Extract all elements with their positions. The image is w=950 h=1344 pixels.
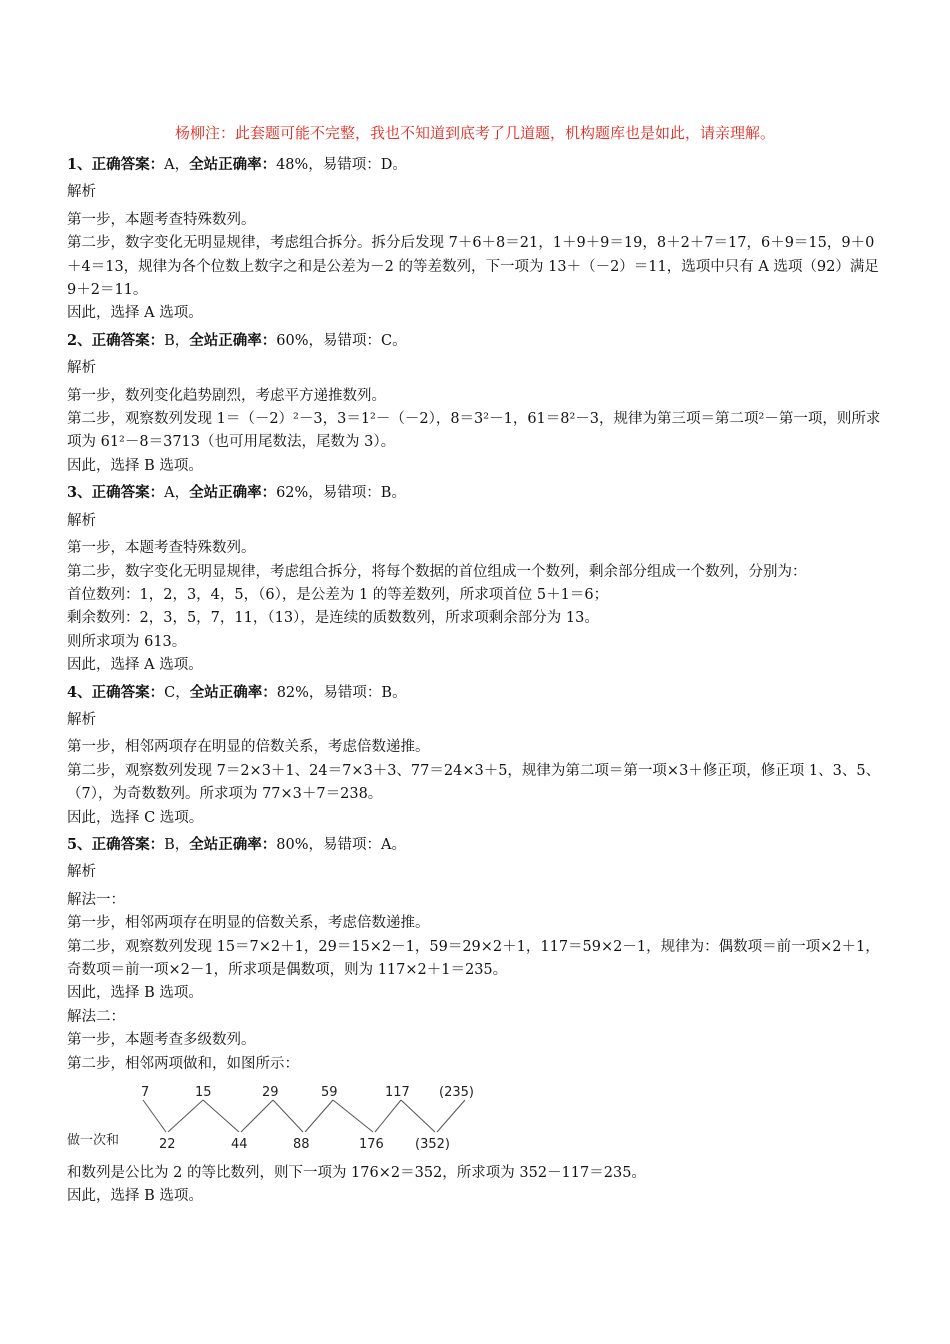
analysis-line: 因此，选择 B 选项。 bbox=[67, 985, 203, 1002]
answer-header bbox=[67, 153, 883, 177]
question-number: 1、 bbox=[67, 156, 92, 173]
analysis-line: 则所求项为 613。 bbox=[67, 633, 187, 650]
analysis-line: 因此，选择 A 选项。 bbox=[67, 657, 203, 674]
zigzag-line bbox=[143, 1100, 166, 1132]
analysis-label: 解析 bbox=[67, 360, 96, 377]
question-block-2 bbox=[67, 329, 883, 478]
analysis-line: 因此，选择 B 选项。 bbox=[67, 1188, 203, 1205]
analysis-line: 第二步，数字变化无明显规律，考虑组合拆分。拆分后发现 7＋6＋8＝21，1＋9＋9＝19，8＋2＋7＝17，6＋9＝15，9＋0＋4＝13，规律为各个位数上数字之和是公差为－2 的等差数列，下一项为 13＋（－2）＝11，选项中只有 A 选项（92）满足 9＋2＝11。 bbox=[67, 235, 879, 299]
answer-label: 正确答案： bbox=[91, 331, 165, 349]
answer-header bbox=[67, 481, 883, 505]
top-term: 59 bbox=[321, 1085, 338, 1101]
analysis-line: 第二步，相邻两项做和，如图所示： bbox=[67, 1055, 299, 1072]
analysis-line: 和数列是公比为 2 的等比数列，则下一项为 176×2＝352，所求项为 352－117＝235。 bbox=[67, 1165, 646, 1182]
analysis-line: 首位数列：1，2，3，4，5，（6），是公差为 1 的等差数列，所求项首位 5＋1＝6； bbox=[67, 586, 609, 603]
zigzag-lines bbox=[143, 1100, 465, 1132]
question-number: 2、 bbox=[67, 331, 92, 349]
top-term: 7 bbox=[141, 1085, 150, 1101]
zigzag-line bbox=[437, 1100, 465, 1132]
analysis-line: 解法一： bbox=[67, 891, 125, 908]
analysis-line: 第二步，观察数列发现 7＝2×3＋1、24＝7×3＋3、77＝24×3＋5，规律为第二项＝第一项×3＋修正项，修正项 1、3、5、（7），为奇数数列。所求项为 77×3＋7＝238。 bbox=[67, 762, 881, 803]
answer-value: C， bbox=[164, 684, 190, 701]
question-block-4 bbox=[67, 681, 883, 830]
question-block-1 bbox=[67, 153, 883, 326]
rate-value: 48%，易错项：D。 bbox=[276, 157, 407, 173]
row-label: 做一次和 bbox=[67, 1133, 120, 1149]
answer-label: 正确答案： bbox=[91, 156, 165, 173]
rate-label: 全站正确率： bbox=[189, 331, 277, 349]
zigzag-line bbox=[241, 1100, 273, 1132]
bottom-term: 44 bbox=[231, 1137, 248, 1153]
analysis-line: 第一步，本题考查特殊数列。 bbox=[67, 540, 256, 557]
analysis-line: 第一步，本题考查多级数列。 bbox=[67, 1032, 256, 1049]
analysis-line: 第二步，观察数列发现 15＝7×2＋1，29＝15×2－1，59＝29×2＋1，117＝59×2－1，规律为：偶数项＝前一项×2＋1，奇数项＝前一项×2－1，所求项是偶数项，则为 117×2＋1＝235。 bbox=[67, 938, 880, 978]
answer-value: B， bbox=[164, 332, 190, 349]
top-term: 117 bbox=[385, 1085, 410, 1101]
answer-content bbox=[67, 150, 883, 1209]
question-block-3 bbox=[67, 481, 883, 677]
rate-label: 全站正确率： bbox=[189, 156, 277, 173]
zigzag-line bbox=[305, 1100, 333, 1132]
answer-value: A， bbox=[164, 485, 190, 502]
question-block-5 bbox=[67, 833, 883, 1209]
answer-value: B， bbox=[164, 836, 190, 853]
analysis-line: 因此，选择 B 选项。 bbox=[67, 457, 203, 474]
analysis-line: 第一步，数列变化趋势剧烈，考虑平方递推数列。 bbox=[67, 387, 386, 404]
analysis-line: 因此，选择 A 选项。 bbox=[67, 305, 203, 322]
rate-label: 全站正确率： bbox=[189, 835, 277, 853]
bottom-term: 22 bbox=[159, 1137, 176, 1153]
answer-header bbox=[67, 329, 883, 353]
editor-note: 杨柳注：此套题可能不完整，我也不知道到底考了几道题，机构题库也是如此，请亲理解。 bbox=[174, 124, 775, 142]
top-term: 29 bbox=[262, 1085, 279, 1101]
answer-label: 正确答案： bbox=[91, 484, 165, 502]
zigzag-line bbox=[273, 1100, 303, 1132]
top-term: 15 bbox=[195, 1085, 212, 1101]
sum-sequence-diagram bbox=[67, 1082, 487, 1154]
analysis-label: 解析 bbox=[67, 512, 96, 529]
analysis-line: 剩余数列：2，3，5，7，11，（13），是连续的质数数列，所求项剩余部分为 13。 bbox=[67, 610, 599, 627]
rate-label: 全站正确率： bbox=[189, 683, 277, 701]
rate-label: 全站正确率： bbox=[189, 484, 277, 502]
answer-header bbox=[67, 681, 883, 705]
rate-value: 62%，易错项：B。 bbox=[276, 485, 406, 502]
bottom-term: 88 bbox=[293, 1137, 310, 1153]
zigzag-line bbox=[375, 1100, 401, 1132]
rate-value: 82%，易错项：B。 bbox=[276, 684, 407, 701]
answer-label: 正确答案： bbox=[91, 683, 165, 701]
bottom-term: (352) bbox=[415, 1137, 450, 1153]
rate-value: 80%，易错项：A。 bbox=[276, 836, 406, 853]
analysis-line: 第一步，本题考查特殊数列。 bbox=[67, 211, 256, 228]
analysis-line: 第二步，观察数列发现 1＝（－2）²－3，3＝1²－（－2），8＝3²－1，61＝8²－3，规律为第三项＝第二项²－第一项，则所求项为 61²－8＝3713（也可用尾数法，尾数为 3）。 bbox=[67, 411, 881, 451]
answer-header bbox=[67, 833, 883, 857]
analysis-line: 第一步，相邻两项存在明显的倍数关系，考虑倍数递推。 bbox=[67, 915, 430, 932]
question-number: 3、 bbox=[67, 484, 92, 502]
question-number: 4、 bbox=[67, 683, 92, 701]
analysis-label: 解析 bbox=[67, 184, 96, 201]
question-number: 5、 bbox=[67, 835, 92, 853]
rate-value: 60%，易错项：C。 bbox=[276, 332, 407, 349]
zigzag-line bbox=[401, 1100, 435, 1132]
zigzag-line bbox=[203, 1100, 239, 1132]
analysis-label: 解析 bbox=[67, 711, 96, 728]
analysis-line: 解法二： bbox=[67, 1008, 125, 1025]
bottom-term: 176 bbox=[359, 1137, 384, 1153]
analysis-label: 解析 bbox=[67, 864, 96, 881]
zigzag-line bbox=[333, 1100, 373, 1132]
analysis-line: 因此，选择 C 选项。 bbox=[67, 809, 204, 826]
answer-label: 正确答案： bbox=[91, 835, 165, 853]
top-term: (235) bbox=[439, 1085, 474, 1101]
answer-value: A， bbox=[164, 157, 190, 173]
analysis-line: 第一步，相邻两项存在明显的倍数关系，考虑倍数递推。 bbox=[67, 739, 430, 756]
analysis-line: 第二步，数字变化无明显规律，考虑组合拆分，将每个数据的首位组成一个数列，剩余部分组成一个数列，分别为： bbox=[67, 563, 807, 580]
sum-diagram-svg bbox=[67, 1082, 487, 1154]
zigzag-line bbox=[168, 1100, 203, 1132]
